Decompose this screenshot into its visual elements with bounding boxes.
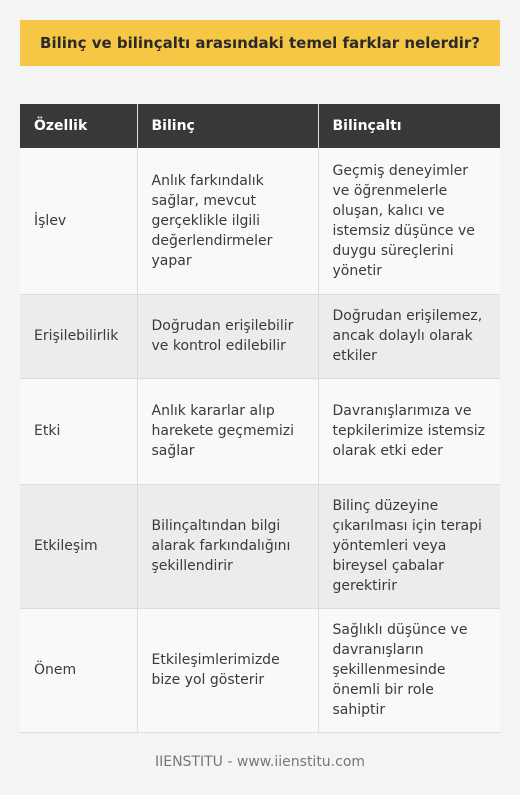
row-label: Önem (20, 608, 137, 732)
table-row (20, 148, 500, 294)
subconscious-cell: Geçmiş deneyimler ve öğrenmelerle oluşan, kalıcı ve istemsiz düşünce ve duygu süreçlerini yönetir (318, 148, 500, 294)
table-row (20, 608, 500, 732)
table-row (20, 378, 500, 484)
subconscious-cell: Sağlıklı düşünce ve davranışların şekillenmesinde önemli bir role sahiptir (318, 608, 500, 732)
row-label: Etkileşim (20, 484, 137, 608)
conscious-cell: Anlık kararlar alıp harekete geçmemizi sağlar (137, 378, 318, 484)
title-banner (20, 20, 500, 66)
conscious-cell: Anlık farkındalık sağlar, mevcut gerçeklikle ilgili değerlendirmeler yapar (137, 148, 318, 294)
footer-credit: IIENSTITU - www.iienstitu.com (154, 754, 366, 770)
subconscious-cell: Doğrudan erişilemez, ancak dolaylı olarak etkiler (318, 294, 500, 378)
column-header-conscious: Bilinç (137, 104, 318, 148)
conscious-cell: Etkileşimlerimizde bize yol gösterir (137, 608, 318, 732)
row-label: İşlev (20, 148, 137, 294)
comparison-table (20, 104, 500, 733)
table-row (20, 484, 500, 608)
subconscious-cell: Davranışlarımıza ve tepkilerimize istemsiz olarak etki eder (318, 378, 500, 484)
row-label: Erişilebilirlik (20, 294, 137, 378)
table-header-row (20, 104, 500, 148)
column-header-subconscious: Bilinçaltı (318, 104, 500, 148)
conscious-cell: Doğrudan erişilebilir ve kontrol edilebilir (137, 294, 318, 378)
page-title: Bilinç ve bilinçaltı arasındaki temel farklar nelerdir? (40, 34, 480, 52)
row-label: Etki (20, 378, 137, 484)
table-row (20, 294, 500, 378)
conscious-cell: Bilinçaltından bilgi alarak farkındalığını şekillendirir (137, 484, 318, 608)
subconscious-cell: Bilinç düzeyine çıkarılması için terapi yöntemleri veya bireysel çabalar gerektirir (318, 484, 500, 608)
column-header-feature: Özellik (20, 104, 137, 148)
